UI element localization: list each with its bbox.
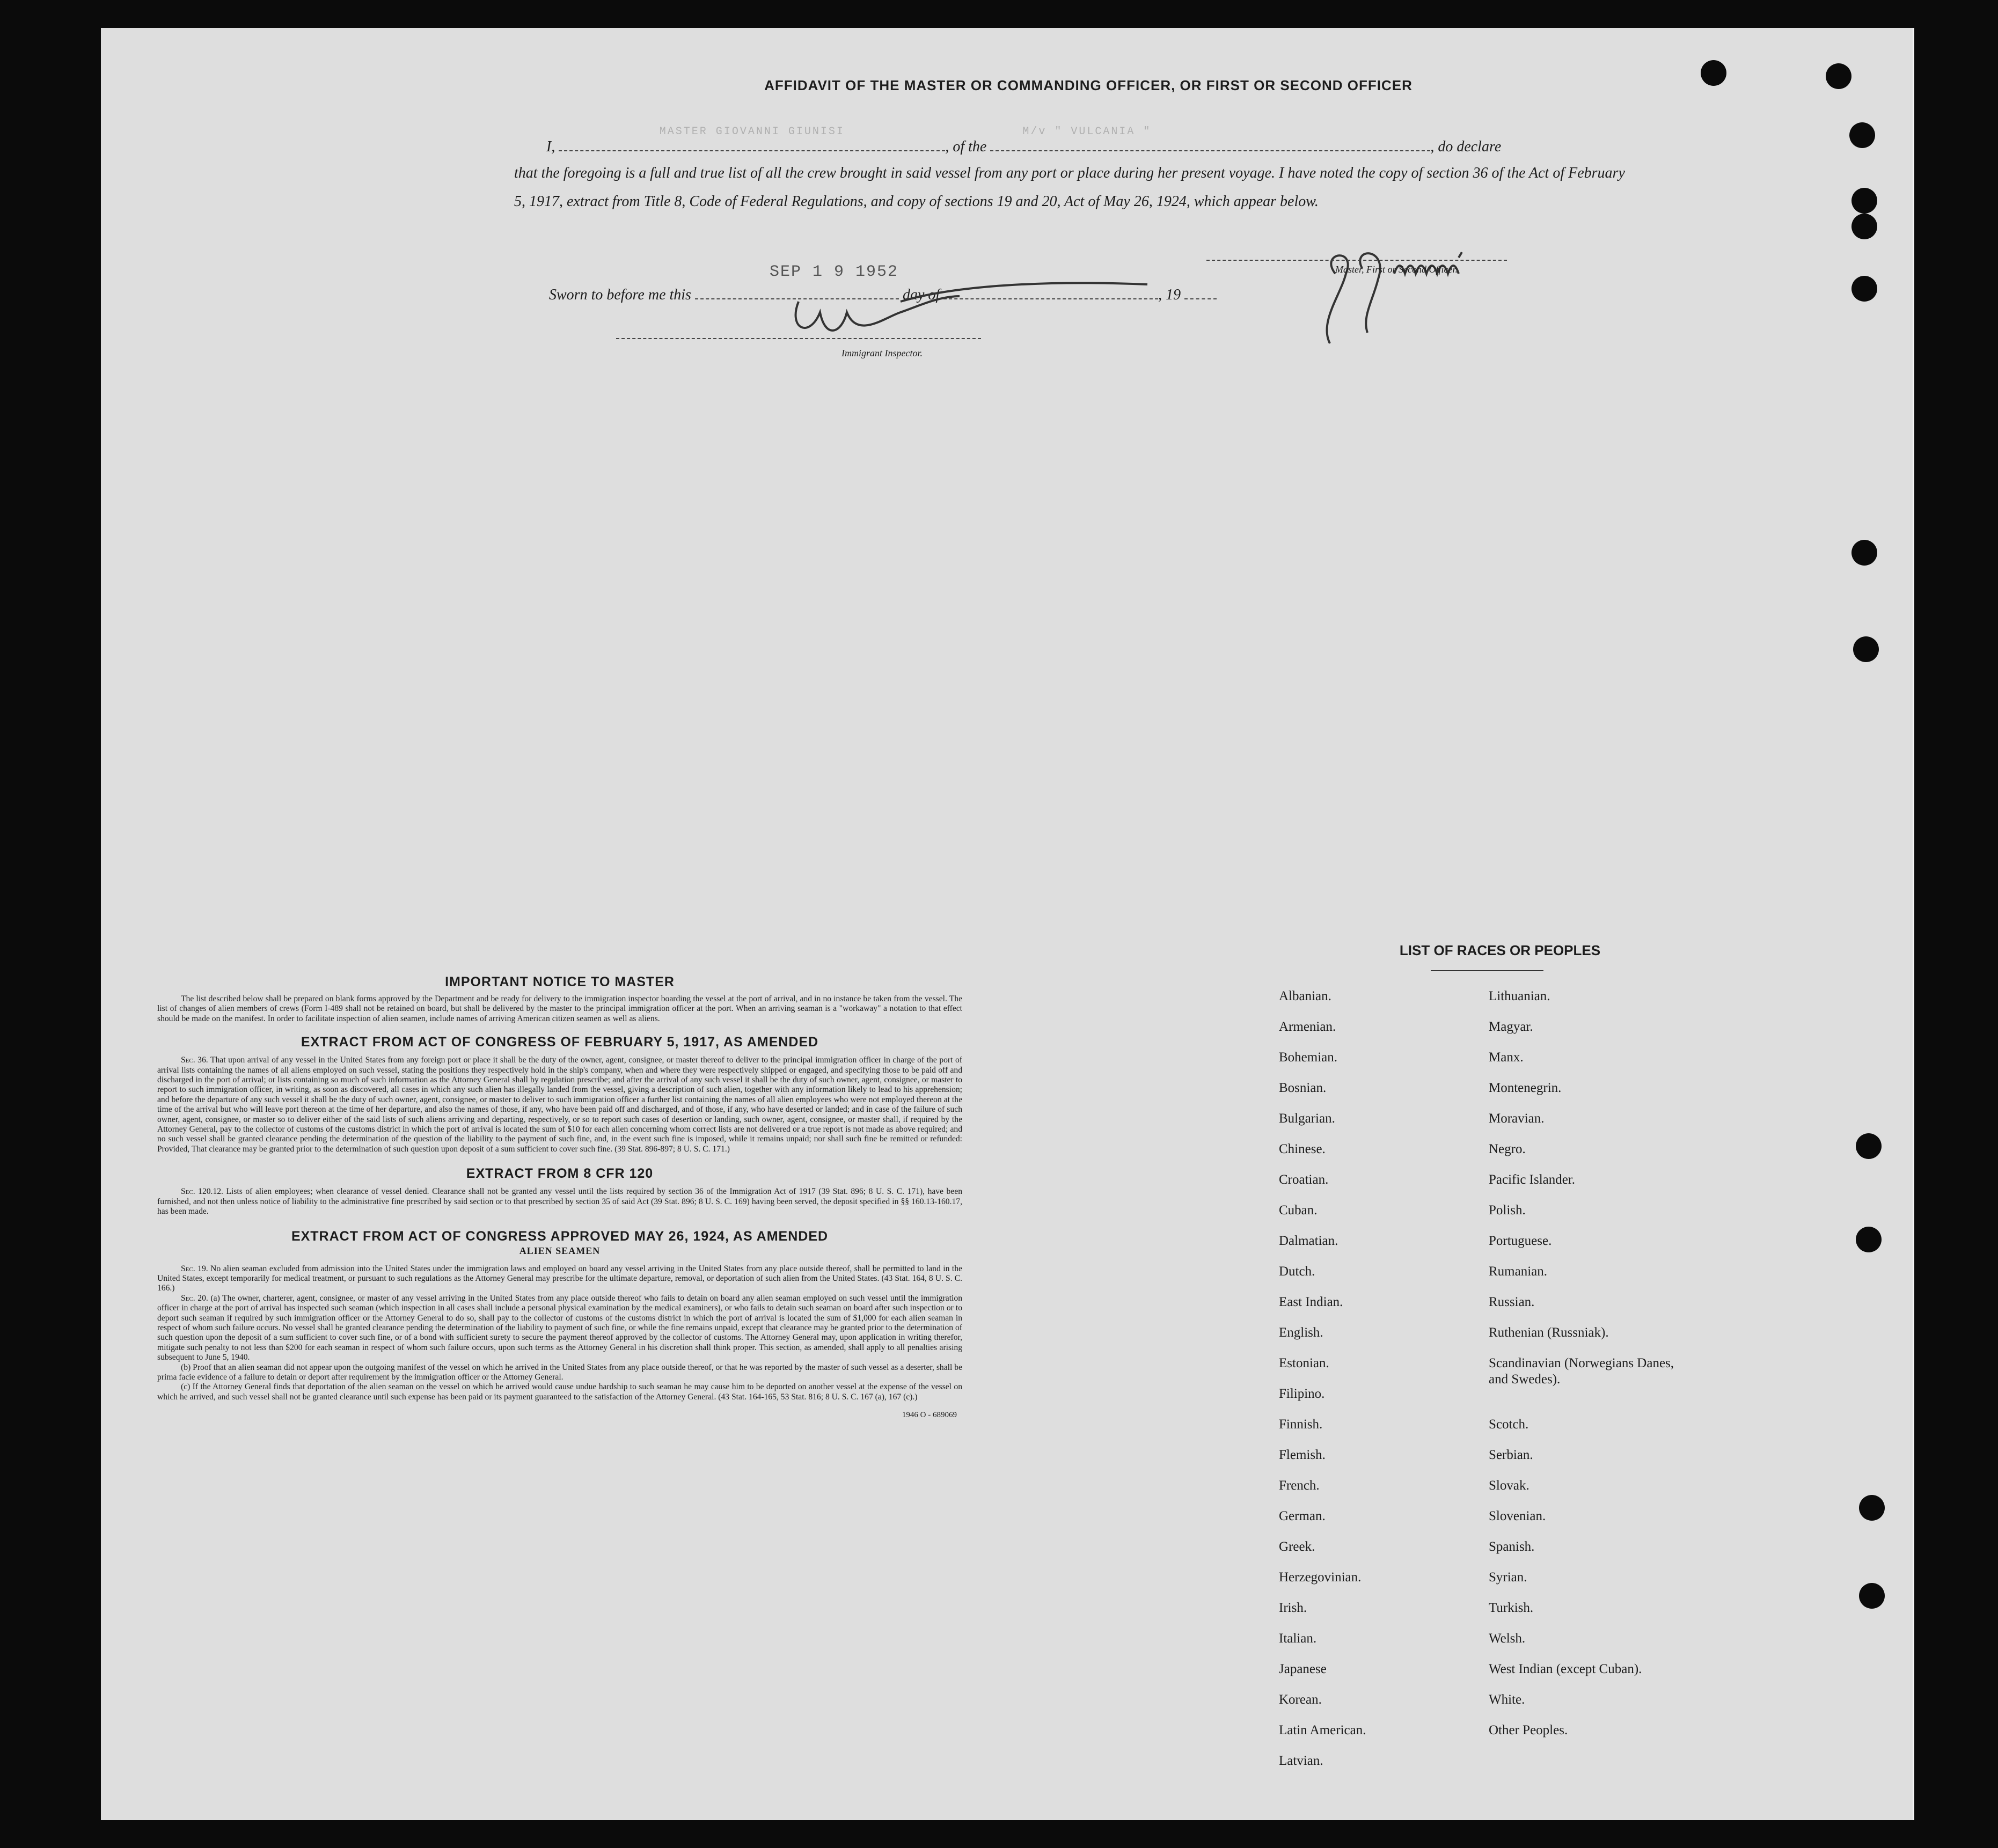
- race-item: Magyar.: [1489, 1020, 1533, 1034]
- race-item: Portuguese.: [1489, 1234, 1552, 1248]
- section-20a-text: [157, 1294, 962, 1363]
- race-item: Irish.: [1279, 1601, 1307, 1615]
- extract-cfr-title: EXTRACT FROM 8 CFR 120: [466, 1166, 654, 1182]
- race-item: Serbian.: [1489, 1448, 1533, 1462]
- i-label: I,: [546, 138, 555, 155]
- declaration-text: that the foregoing is a full and true list of all the crew brought in said vessel from any port or place during her present voyage. I have noted the copy of section 36 of the Act of February 5, 1917, extract from Title 8, Code of Federal Regulations, and copy of sections 19 and 20, Act of May 26, 1924, which appear below.: [514, 165, 1625, 210]
- race-item: German.: [1279, 1509, 1326, 1523]
- race-item: Rumanian.: [1489, 1264, 1548, 1279]
- punch-hole: [1856, 1227, 1882, 1252]
- section-20c-text: (c) If the Attorney General finds that deportation of the alien seaman on the vessel on which he arrived would cause undue hardship to such seaman he may cause him to be deported on another vessel at the expense of the vessel on which he arrived, and such vessel shall not be granted clearance until such expense has been paid or its payment guaranteed to the satisfaction of the Attorney General. (43 Stat. 164-165, 53 Stat. 816; 8 U. S. C. 167 (a), 167 (c).): [157, 1382, 962, 1402]
- race-item: Pacific Islander.: [1489, 1172, 1576, 1187]
- races-underline: [1431, 970, 1543, 971]
- punch-hole: [1851, 214, 1877, 239]
- race-item: Filipino.: [1279, 1387, 1325, 1401]
- date-stamp: SEP 1 9 1952: [770, 263, 899, 281]
- punch-hole: [1859, 1583, 1885, 1609]
- race-item: Lithuanian.: [1489, 989, 1550, 1003]
- punch-hole: [1851, 540, 1877, 566]
- inspector-signature-line: [616, 338, 981, 339]
- print-code: 1946 O - 689069: [902, 1411, 957, 1420]
- inspector-signature: [777, 280, 1153, 355]
- race-item: East Indian.: [1279, 1295, 1343, 1309]
- race-item: Chinese.: [1279, 1142, 1326, 1156]
- sworn-label: Sworn to before me this: [549, 287, 691, 303]
- race-item: Bohemian.: [1279, 1050, 1338, 1065]
- section-number: Sec. 19.: [181, 1264, 208, 1273]
- race-item: Armenian.: [1279, 1020, 1336, 1034]
- inspector-caption: Immigrant Inspector.: [841, 348, 923, 358]
- punch-hole: [1851, 188, 1877, 214]
- race-item: Scandinavian (Norwegians Danes, and Swedes).: [1489, 1356, 1674, 1387]
- typed-vessel-name: M/v " VULCANIA ": [1022, 126, 1152, 138]
- notice-text: The list described below shall be prepared on blank forms approved by the Department and be ready for delivery to the immigration inspector boarding the vessel at the port of arrival, and in no instance be taken from the vessel. The list of changes of alien members of crews (Form I-489 shall not be retained on board, but shall be delivered by the master to the principal immigration officer at the port. When an arriving seaman is a "workaway" a notation to that effect should be made on the manifest. In order to facilitate inspection of alien seamen, include names of arriving American citizen seamen as well as aliens.: [157, 994, 962, 1023]
- year-field: [1184, 288, 1217, 299]
- extract-1917-text: [157, 1055, 962, 1154]
- section-text: (a) The owner, charterer, agent, consignee, or master of any vessel arriving in the United States from any place outside thereof who fails to detain on board any alien seaman employed on such vessel until the immigration officer in charge at the port of arrival has inspected such seaman (which inspection in all cases shall include a personal physical examination by the medical examiners), or who fails to detain such seaman on board after such inspection or to deport such seaman if required by such immigration officer or the Attorney General to do so, shall pay to the collector of customs of the customs district in which the port of arrival is located the sum of $1,000 for each alien seaman in respect of whom such failure occurs. No vessel shall be granted clearance pending the determination of the liability to payment of such fine, or while the fine remains unpaid, except that clearance may be granted prior to the determination of such question upon the deposit of a sum sufficient to cover such fine, or of a bond with sufficient surety to secure the payment thereof approved by the collector of customs. The Attorney General may, upon application in writing therefor, mitigate such penalty to not less than $200 for each seaman in respect of whom such failure occurs, upon such terms as the Attorney General in his discretion shall think proper. This section, as amended, shall apply to all penalties arising subsequent to June 5, 1940.: [157, 1293, 962, 1362]
- race-item: Finnish.: [1279, 1417, 1323, 1432]
- punch-hole: [1853, 636, 1879, 662]
- master-signature: [1298, 236, 1620, 354]
- race-item: Latin American.: [1279, 1723, 1366, 1737]
- race-item: Korean.: [1279, 1692, 1322, 1707]
- race-item: Ruthenian (Russniak).: [1489, 1325, 1609, 1340]
- race-item: Slovak.: [1489, 1478, 1529, 1493]
- notice-title: IMPORTANT NOTICE TO MASTER: [445, 974, 675, 989]
- race-item: Other Peoples.: [1489, 1723, 1568, 1737]
- race-item: Greek.: [1279, 1539, 1315, 1554]
- section-number: Sec. 36.: [181, 1055, 208, 1065]
- name-field: [559, 126, 945, 151]
- section-text: That upon arrival of any vessel in the United States from any foreign port or place it shall be the duty of the owner, agent, consignee, or master thereof to deliver to the principal immigration officer in charge of the port of arrival lists containing the names of all aliens employed on such vessel, stating the positions they respectively hold in the ship's company, when and where they were respectively shipped or engaged, and specifying those to be paid off and discharged in the port of arrival; or lists containing so much of such information as the Attorney General shall by regulation prescribe; and after the arrival of any such vessel it shall be the duty of such owner, agent, consignee, or master to report to such immigration officer, in writing, as soon as discovered, all cases in which any such alien has illegally landed from the vessel, giving a description of such alien, together with any information likely to lead to his apprehension; and before the departure of any such vessel it shall be the duty of such owner, agent, consignee, or master to deliver to such immigration officer a further list containing the names of all alien employees who were not employed thereon at the time of the arrival but who will leave port thereon at the time of her departure, and also the names of those, if any, who have been paid off and discharged, and of those, if any, who have deserted or landed; and in case of the failure of such owner, agent, consignee, or master so to deliver either of the said lists of such aliens arriving and departing, respectively, or so to report such cases of desertion or landing, such owner, agent, consignee, or master shall, if required by the Attorney General, pay to the collector of customs of the customs district in which the port of arrival is located the sum of $10 for each alien concerning whom correct lists are not delivered or a true report is not made as above required; and no such vessel shall be granted clearance pending the determination of the question of the liability to the payment of such fine, and, in the event such fine is imposed, while it remains unpaid; nor shall such fine be remitted or refunded: Provided, That clearance may be granted prior to the determination of such question upon deposit of a sum sufficient to cover such fine. (39 Stat. 896-897; 8 U. S. C. 171.): [157, 1055, 962, 1154]
- race-item: Welsh.: [1489, 1631, 1526, 1646]
- typed-master-name: MASTER GIOVANNI GIUNISI: [659, 126, 845, 138]
- race-item: Syrian.: [1489, 1570, 1527, 1585]
- race-item: Latvian.: [1279, 1754, 1323, 1768]
- race-item: Negro.: [1489, 1142, 1526, 1156]
- race-item: Japanese: [1279, 1662, 1327, 1676]
- punch-hole: [1701, 60, 1726, 86]
- race-item: Russian.: [1489, 1295, 1535, 1309]
- extract-1917-title: EXTRACT FROM ACT OF CONGRESS OF FEBRUARY 5, 1917, AS AMENDED: [301, 1035, 819, 1050]
- section-text: Lists of alien employees; when clearance of vessel denied. Clearance shall not be granted any vessel until the lists required by section 36 of the Immigration Act of 1917 (39 Stat. 896; 8 U. S. C. 171), have been furnished, and not then unless notice of liability to the administrative fine prescribed by said section or to that prescribed by section 35 of said Act (39 Stat. 896; 8 U. S. C. 169) having been served, the deposit specified in §§ 160.13-160.17, has been made.: [157, 1187, 962, 1216]
- section-text: No alien seaman excluded from admission into the United States under the immigration laws and employed on board any vessel arriving in the United States from any place outside thereof, shall be permitted to land in the United States, except temporarily for medical treatment, or pursuant to such regulations as the Attorney General may prescribe for the ultimate departure, removal, or deportation of such alien from the United States. (43 Stat. 164, 8 U. S. C. 166.): [157, 1264, 962, 1293]
- section-19-text: [157, 1264, 962, 1294]
- race-item: Scotch.: [1489, 1417, 1529, 1432]
- race-item: Flemish.: [1279, 1448, 1326, 1462]
- extract-cfr-text: [157, 1187, 962, 1216]
- punch-hole: [1849, 122, 1875, 148]
- race-item: Montenegrin.: [1489, 1081, 1562, 1095]
- of-the-label: , of the: [945, 138, 987, 155]
- declare-label: , do declare: [1430, 138, 1502, 155]
- race-item: Turkish.: [1489, 1601, 1534, 1615]
- section-number: Sec. 120.12.: [181, 1187, 223, 1197]
- punch-hole: [1826, 63, 1851, 89]
- race-item: Dalmatian.: [1279, 1234, 1338, 1248]
- section-number: Sec. 20.: [181, 1293, 208, 1303]
- extract-1924-title: EXTRACT FROM ACT OF CONGRESS APPROVED MAY 26, 1924, AS AMENDED: [291, 1228, 829, 1244]
- race-item: Dutch.: [1279, 1264, 1315, 1279]
- race-item: Herzegovinian.: [1279, 1570, 1362, 1585]
- section-20b-text: (b) Proof that an alien seaman did not appear upon the outgoing manifest of the vessel on which he arrived in the United States from any place outside thereof, or that he was reported by the master of such vessel as a deserter, shall be prima facie evidence of a failure to detain or deport after requirement by the immigration officer or the Attorney General.: [157, 1362, 962, 1382]
- master-caption: Master, First or Second Officer.: [1335, 264, 1458, 275]
- race-item: Manx.: [1489, 1050, 1524, 1065]
- race-item: Slovenian.: [1489, 1509, 1546, 1523]
- races-title: LIST OF RACES OR PEOPLES: [1399, 942, 1601, 958]
- punch-hole: [1856, 1133, 1882, 1159]
- race-item: Cuban.: [1279, 1203, 1318, 1218]
- races-left-column: [1279, 988, 1477, 1784]
- race-item: French.: [1279, 1478, 1320, 1493]
- race-item: Bosnian.: [1279, 1081, 1327, 1095]
- affidavit-heading: AFFIDAVIT OF THE MASTER OR COMMANDING OFFICER, OR FIRST OR SECOND OFFICER: [764, 77, 1412, 93]
- race-item: Estonian.: [1279, 1356, 1329, 1370]
- punch-hole: [1859, 1495, 1885, 1521]
- race-item: Italian.: [1279, 1631, 1317, 1646]
- race-item: Albanian.: [1279, 989, 1331, 1003]
- race-item: Moravian.: [1489, 1111, 1545, 1126]
- declaration-line: [546, 126, 1630, 156]
- races-right-column: [1489, 988, 1714, 1753]
- day-of-label: day of: [902, 287, 940, 303]
- race-item: English.: [1279, 1325, 1323, 1340]
- year-label: , 19: [1158, 287, 1181, 303]
- race-item: Spanish.: [1489, 1539, 1535, 1554]
- punch-hole: [1851, 276, 1877, 302]
- alien-seamen-subtitle: ALIEN SEAMEN: [519, 1245, 601, 1256]
- race-item: Bulgarian.: [1279, 1111, 1335, 1126]
- vessel-field: [990, 126, 1430, 151]
- race-item: White.: [1489, 1692, 1525, 1707]
- race-item: Croatian.: [1279, 1172, 1329, 1187]
- master-signature-line: [1206, 260, 1507, 261]
- legal-notices: [157, 974, 962, 1428]
- document-page: [101, 28, 1914, 1820]
- race-item: West Indian (except Cuban).: [1489, 1662, 1642, 1676]
- race-item: Polish.: [1489, 1203, 1526, 1218]
